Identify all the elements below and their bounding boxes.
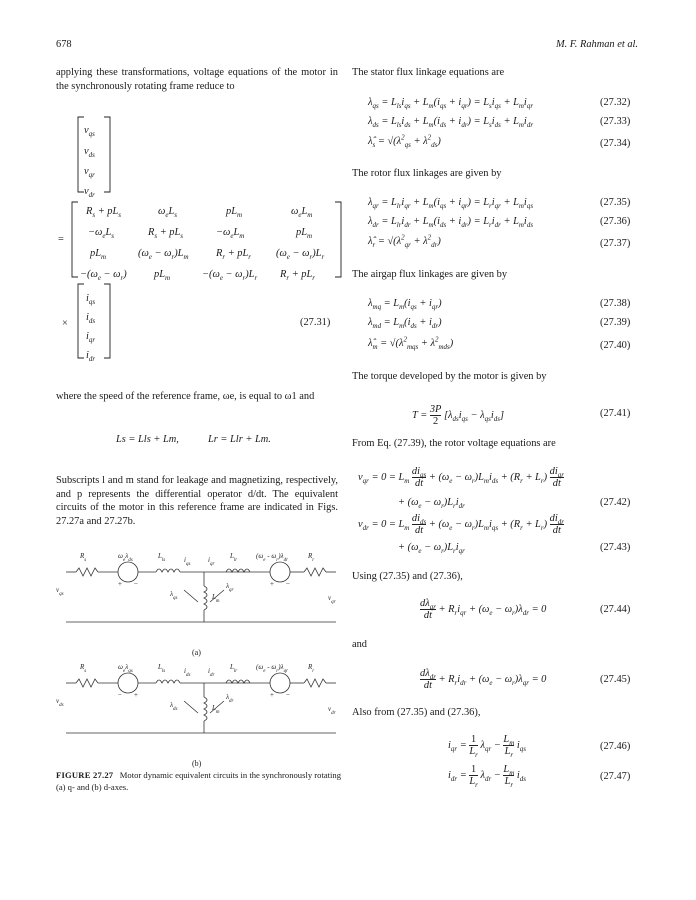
svg-text:vqr: $v_{qr}$	[328, 594, 336, 605]
times-sign: ×	[62, 318, 68, 329]
eq-number-27-44: (27.44)	[600, 604, 631, 615]
equals-sign: =	[58, 234, 64, 245]
svg-text:−: −	[134, 580, 138, 588]
eq-27-35: $\lambda_{qr} = L_{lr}i_{qr} + L_m(i_{qs} + i_{qr}) = L_ri_{qr} + L_mi_{qs}$	[368, 197, 534, 211]
svg-text:λqr: $\lambda_{qr}$	[226, 582, 234, 593]
svg-text:Llr: $L_{lr}$	[230, 552, 238, 563]
running-header-authors: M. F. Rahman et al.	[555, 39, 638, 50]
eq-number-27-33: (27.33)	[600, 116, 631, 127]
eq-27-41: T = $\frac{3P}{2}$ $[\lambda_{ds}i_{qs} - \lambda_{qs}i_{ds}]$	[412, 404, 504, 427]
svg-text:−: −	[286, 580, 290, 588]
eq-27-46: $i_{qr}$ = $\frac{1}{L_r}$ $\lambda_{qr}$ − $\frac{L_m}{L_r}$ $i_{qs}$	[448, 734, 526, 760]
eq-27-34: $\lambdâ_s = √(\lambda^2_{qs} + \lambda^2_{ds})$	[368, 133, 441, 150]
torque-intro: The torque developed by the motor is given by	[352, 371, 547, 382]
svg-text:Rr: $R_r$	[308, 663, 315, 674]
page: 678 M. F. Rahman et al. applying these transformations, voltage equations of the motor in the synchronously rotating frame reduce to $v_{qs}$ $v_{ds}$ $v_{qr}$ $v_{dr}$ = $R_s + pL_s$ $\omega_eL_s$ $pL_m$ $\omega_eL_m$ $-\omega_eL_s$ $R_s + pL_s$ $-\omega_eL_m$ $pL_m$ $pL_m$ $(\omega_e - \omega_r)L_m$ $R_r + pL_r$ $(\omega_e - \omega_r)L_r$ $-(\omega_e - \omega_r)$ $pL_m$ $-(\omega_e - \omega_r)L_r$ $R_r + pL_r$ × $i_{qs}$ $i_{ds}$ $i_{qr}$ $i_{dr}$ (27.31) where the speed of the reference frame, ωe, is equal to ω1 and Ls = Lls + Lm, Lr = Llr + Lm. Subscripts l and m stand for leakage and magnetizing, respectively, and p represents the differential operator d/dt. The equivalent circuits of the motor in this reference frame are indicated in Figs. 27.27a and 27.27b. $R_s$ $\omega_e\lambda_{ds}$ $L_{ls}$ $i_{qs}$ $i_{qr}$ $L_{lr}$ $(\omega_e - \omega_r)\lambda_{dr}$ $R_r$ $L_m$ $\lambda_{qs}$ $\lambda_{qr}$ $v_{qs}$ $v_{qr}$ + − + − (a) $R_s$ $\omega_e\lambda_{qs}$ $L_{ls}$ $i_{ds}$ $i_{dr}$ $L_{lr}$ $(\omega_e - \omega_r)\lambda_{qr}$ $R_r$ $L_m$ $\lambda_{ds}$ $\lambda_{dr}$ $v_{ds}$ $v_{dr}$ − + + − (b) FIGURE 27.27 Motor dynamic equivalent circuits in the synchronously rotating (a) q- and (b) d-axes. The stator flux linkage equations are $\lambda_{qs} = L_{ls}i_{qs} + L_m(i_{qs} + i_{qr}) = L_si_{qs} + L_mi_{qr}$ (27.32) $\lambda_{ds} = L_{ls}i_{ds} + L_m(i_{ds} + i_{dr}) = L_si_{ds} + L_mi_{dr}$ (27.33) $\lambdâ_s = √(\lambda^2_{qs} + \lambda^2_{ds})$ (27.34) The rotor flux linkages are given by $\lambda_{qr} = L_{lr}i_{qr} + L_m(i_{qs} + i_{qr}) = L_ri_{qr} + L_mi_{qs}$ (27.35) $\lambda_{dr} = L_{lr}i_{dr} + L_m(i_{ds} + i_{dr}) = L_ri_{dr} + L_mi_{ds}$ (27.36) $\lambdâ_r = √(\lambda^2_{qr} + \lambda^2_{dr})$ (27.37) The airgap flux linkages are given by $\lambda_{mq} = L_m(i_{qs} + i_{qr})$ (27.38) $\lambda_{md} = L_m(i_{ds} + i_{dr})$ (27.39) $\lambdâ_m = √(\lambda^2_{mqs} + \lambda^2_{mds})$ (27.40) The torque developed by the motor is given by T = $\frac{3P}{2}$ $[\lambda_{ds}i_{qs} - \lambda_{qs}i_{ds}]$ (27.41) From Eq. (27.39), the rotor voltage equations are $v_{qr} = 0 = L_m$ $di_{qs}$ dt + $(\omega_e - \omega_r)L_mi_{ds} + (R_r + L_r)$ $di_{qr}$ dt + $(\omega_e - \omega_r)L_ri_{dr}$ (27.42) $v_{dr} = 0 = L_m$ $di_{ds}$ dt + $(\omega_e - \omega_r)L_mi_{qs} + (R_r + L_r)$ $di_{dr}$ dt + $(\omega_e - \omega_r)L_ri_{qr}$ (27.43) Using (27.35) and (27.36), $d\lambda_{qr}$ dt + $R_ri_{qr} + (\omega_e - \omega_r)\lambda_{dr} = 0$ (27.44) and $d\lambda_{dr}$ dt + $R_ri_{dr} + (\omega_e - \omega_r)\lambda_{qr} = 0$ (27.45) Also from (27.35) and (27.36), $i_{qr}$ = $\frac{1}{L_r}$ $\lambda_{qr}$ − $\frac{L_m}{L_r}$ $i_{qs}$ (27.46) $i_{dr}$ = $\frac{1}{L_r}$ $\lambda_{dr}$ − $\frac{L_m}{L_r}$ $i_{ds}$ (27.47)	[0, 0, 696, 900]
subscripts-paragraph: Subscripts l and m stand for leakage and magnetizing, respectively, and p represents the differential operator d/dt. The equivalent circuits of the motor in this reference frame are indicated in Figs. 27.27a and 27.27b.	[56, 475, 338, 527]
eq-27-45: $d\lambda_{dr}$ dt + $R_ri_{dr} + (\omega_e - \omega_r)\lambda_{qr} = 0$	[420, 668, 547, 691]
v-ds: $v_{ds}$	[84, 146, 95, 160]
caption-title: FIGURE 27.27	[56, 770, 114, 780]
svg-text:Rr: $R_r$	[308, 552, 315, 563]
voltage-matrix-equation	[56, 112, 356, 372]
v-qr: $v_{qr}$	[84, 166, 95, 180]
eq-number-27-47: (27.47)	[600, 771, 631, 782]
eq-number-27-32: (27.32)	[600, 97, 631, 108]
eq-number-27-35: (27.35)	[600, 197, 631, 208]
svg-text:ωeλqs: $\omega_e\lambda_{qs}$	[118, 663, 133, 674]
svg-text:Lm: $L_m$	[212, 593, 220, 604]
svg-text:+: +	[270, 691, 274, 699]
eq-27-39: $\lambda_{md} = L_m(i_{ds} + i_{dr})$	[368, 317, 442, 331]
rotor-intro: The rotor flux linkages are given by	[352, 168, 502, 179]
from-eq-text: From Eq. (27.39), the rotor voltage equations are	[352, 438, 556, 449]
i-qs: $i_{qs}$	[86, 293, 96, 307]
figure-label-a: (a)	[192, 648, 201, 657]
svg-text:−: −	[118, 691, 122, 699]
and-text: and	[352, 639, 368, 650]
stator-intro: The stator flux linkage equations are	[352, 67, 505, 78]
svg-text:Lls: $L_{ls}$	[158, 552, 166, 563]
ref-speed-paragraph: where the speed of the reference frame, ωe, is equal to ω1 and	[56, 391, 315, 402]
svg-text:idr: $i_{dr}$	[208, 667, 215, 678]
eq-number-27-41: (27.41)	[600, 408, 631, 419]
eq-number-27-31: (27.31)	[300, 317, 331, 328]
svg-text:ids: $i_{ds}$	[184, 667, 191, 678]
v-qs: $v_{qs}$	[84, 125, 95, 139]
eq-27-37: $\lambdâ_r = √(\lambda^2_{qr} + \lambda^2_{dr})$	[368, 233, 441, 250]
svg-text:vdr: $v_{dr}$	[328, 705, 336, 716]
eq-27-43a: $v_{dr} = 0 = L_m$ $di_{ds}$ dt + $(\omega_e - \omega_r)L_mi_{qs} + (R_r + L_r)$ $di_{dr}$ dt	[358, 513, 564, 536]
circuit-diagram-d-axis	[56, 655, 346, 755]
svg-text:−: −	[286, 691, 290, 699]
svg-text:Lls: $L_{ls}$	[158, 663, 166, 674]
eq-27-47: $i_{dr}$ = $\frac{1}{L_r}$ $\lambda_{dr}$ − $\frac{L_m}{L_r}$ $i_{ds}$	[448, 764, 526, 790]
figure-label-b: (b)	[192, 759, 202, 768]
v-dr: $v_{dr}$	[84, 186, 95, 200]
eq-27-33: $\lambda_{ds} = L_{ls}i_{ds} + L_m(i_{ds} + i_{dr}) = L_si_{ds} + L_mi_{dr}$	[368, 116, 534, 130]
eq-27-38: $\lambda_{mq} = L_m(i_{qs} + i_{qr})$	[368, 298, 442, 312]
svg-text:Lm: $L_m$	[212, 704, 220, 715]
svg-text:iqs: $i_{qs}$	[184, 556, 191, 567]
using-text: Using (27.35) and (27.36),	[352, 571, 463, 582]
i-qr: $i_{qr}$	[86, 331, 96, 345]
eq-27-42b: + $(\omega_e - \omega_r)L_ri_{dr}$	[398, 497, 465, 511]
eq-number-27-43: (27.43)	[600, 542, 631, 553]
also-text: Also from (27.35) and (27.36),	[352, 707, 481, 718]
svg-text:vqs: $v_{qs}$	[56, 586, 64, 597]
eq-number-27-45: (27.45)	[600, 674, 631, 685]
svg-text:Rs: $R_s$	[80, 663, 87, 674]
eq-number-27-36: (27.36)	[600, 216, 631, 227]
svg-text:ωeλds: $\omega_e\lambda_{ds}$	[118, 552, 133, 563]
eq-number-27-37: (27.37)	[600, 238, 631, 249]
svg-text:iqr: $i_{qr}$	[208, 556, 215, 567]
eq-number-27-39: (27.39)	[600, 317, 631, 328]
i-dr: $i_{dr}$	[86, 350, 96, 364]
eq-27-32: $\lambda_{qs} = L_{ls}i_{qs} + L_m(i_{qs} + i_{qr}) = L_si_{qs} + L_mi_{qr}$	[368, 97, 534, 111]
eq-27-43b: + $(\omega_e - \omega_r)L_ri_{qr}$	[398, 542, 465, 556]
eq-number-27-34: (27.34)	[600, 138, 631, 149]
svg-text:+: +	[270, 580, 274, 588]
svg-text:λds: $\lambda_{ds}$	[170, 701, 178, 712]
eq-number-27-42: (27.42)	[600, 497, 631, 508]
svg-text:λdr: $\lambda_{dr}$	[226, 693, 234, 704]
airgap-intro: The airgap flux linkages are given by	[352, 269, 508, 280]
svg-text:Llr: $L_{lr}$	[230, 663, 238, 674]
intro-paragraph: applying these transformations, voltage equations of the motor in the synchronously rotating frame reduce to	[56, 67, 338, 92]
lr-definition: Lr = Llr + Lm.	[208, 434, 271, 445]
svg-text:+: +	[134, 691, 138, 699]
i-ds: $i_{ds}$	[86, 312, 96, 326]
eq-number-27-38: (27.38)	[600, 298, 631, 309]
svg-text:vds: $v_{ds}$	[56, 697, 64, 708]
svg-text:λqs: $\lambda_{qs}$	[170, 590, 178, 601]
caption-text: Motor dynamic equivalent circuits in the synchronously rotating (a) q- and (b) d-axes.	[56, 770, 342, 792]
svg-text:+: +	[118, 580, 122, 588]
eq-number-27-46: (27.46)	[600, 741, 631, 752]
circuit-diagram-q-axis	[56, 544, 346, 644]
eq-27-42a: $v_{qr} = 0 = L_m$ $di_{qs}$ dt + $(\omega_e - \omega_r)L_mi_{ds} + (R_r + L_r)$ $di_{qr}$ dt	[358, 466, 564, 489]
eq-27-40: $\lambdâ_m = √(\lambda^2_{mqs} + \lambda^2_{mds})$	[368, 335, 454, 352]
ls-definition: Ls = Lls + Lm,	[116, 434, 179, 445]
eq-number-27-40: (27.40)	[600, 340, 631, 351]
eq-27-44: $d\lambda_{qr}$ dt + $R_ri_{qr} + (\omega_e - \omega_r)\lambda_{dr} = 0$	[420, 598, 547, 621]
eq-27-36: $\lambda_{dr} = L_{lr}i_{dr} + L_m(i_{ds} + i_{dr}) = L_ri_{dr} + L_mi_{ds}$	[368, 216, 534, 230]
figure-caption	[56, 770, 342, 793]
svg-text:(ωe - ωr)λqr: $(\omega_e - \omega_r)\lambda_{qr}$	[256, 663, 289, 674]
page-number: 678	[56, 39, 72, 50]
svg-text:Rs: $R_s$	[80, 552, 87, 563]
svg-text:(ωe - ωr)λdr: $(\omega_e - \omega_r)\lambda_{dr}$	[256, 552, 289, 563]
